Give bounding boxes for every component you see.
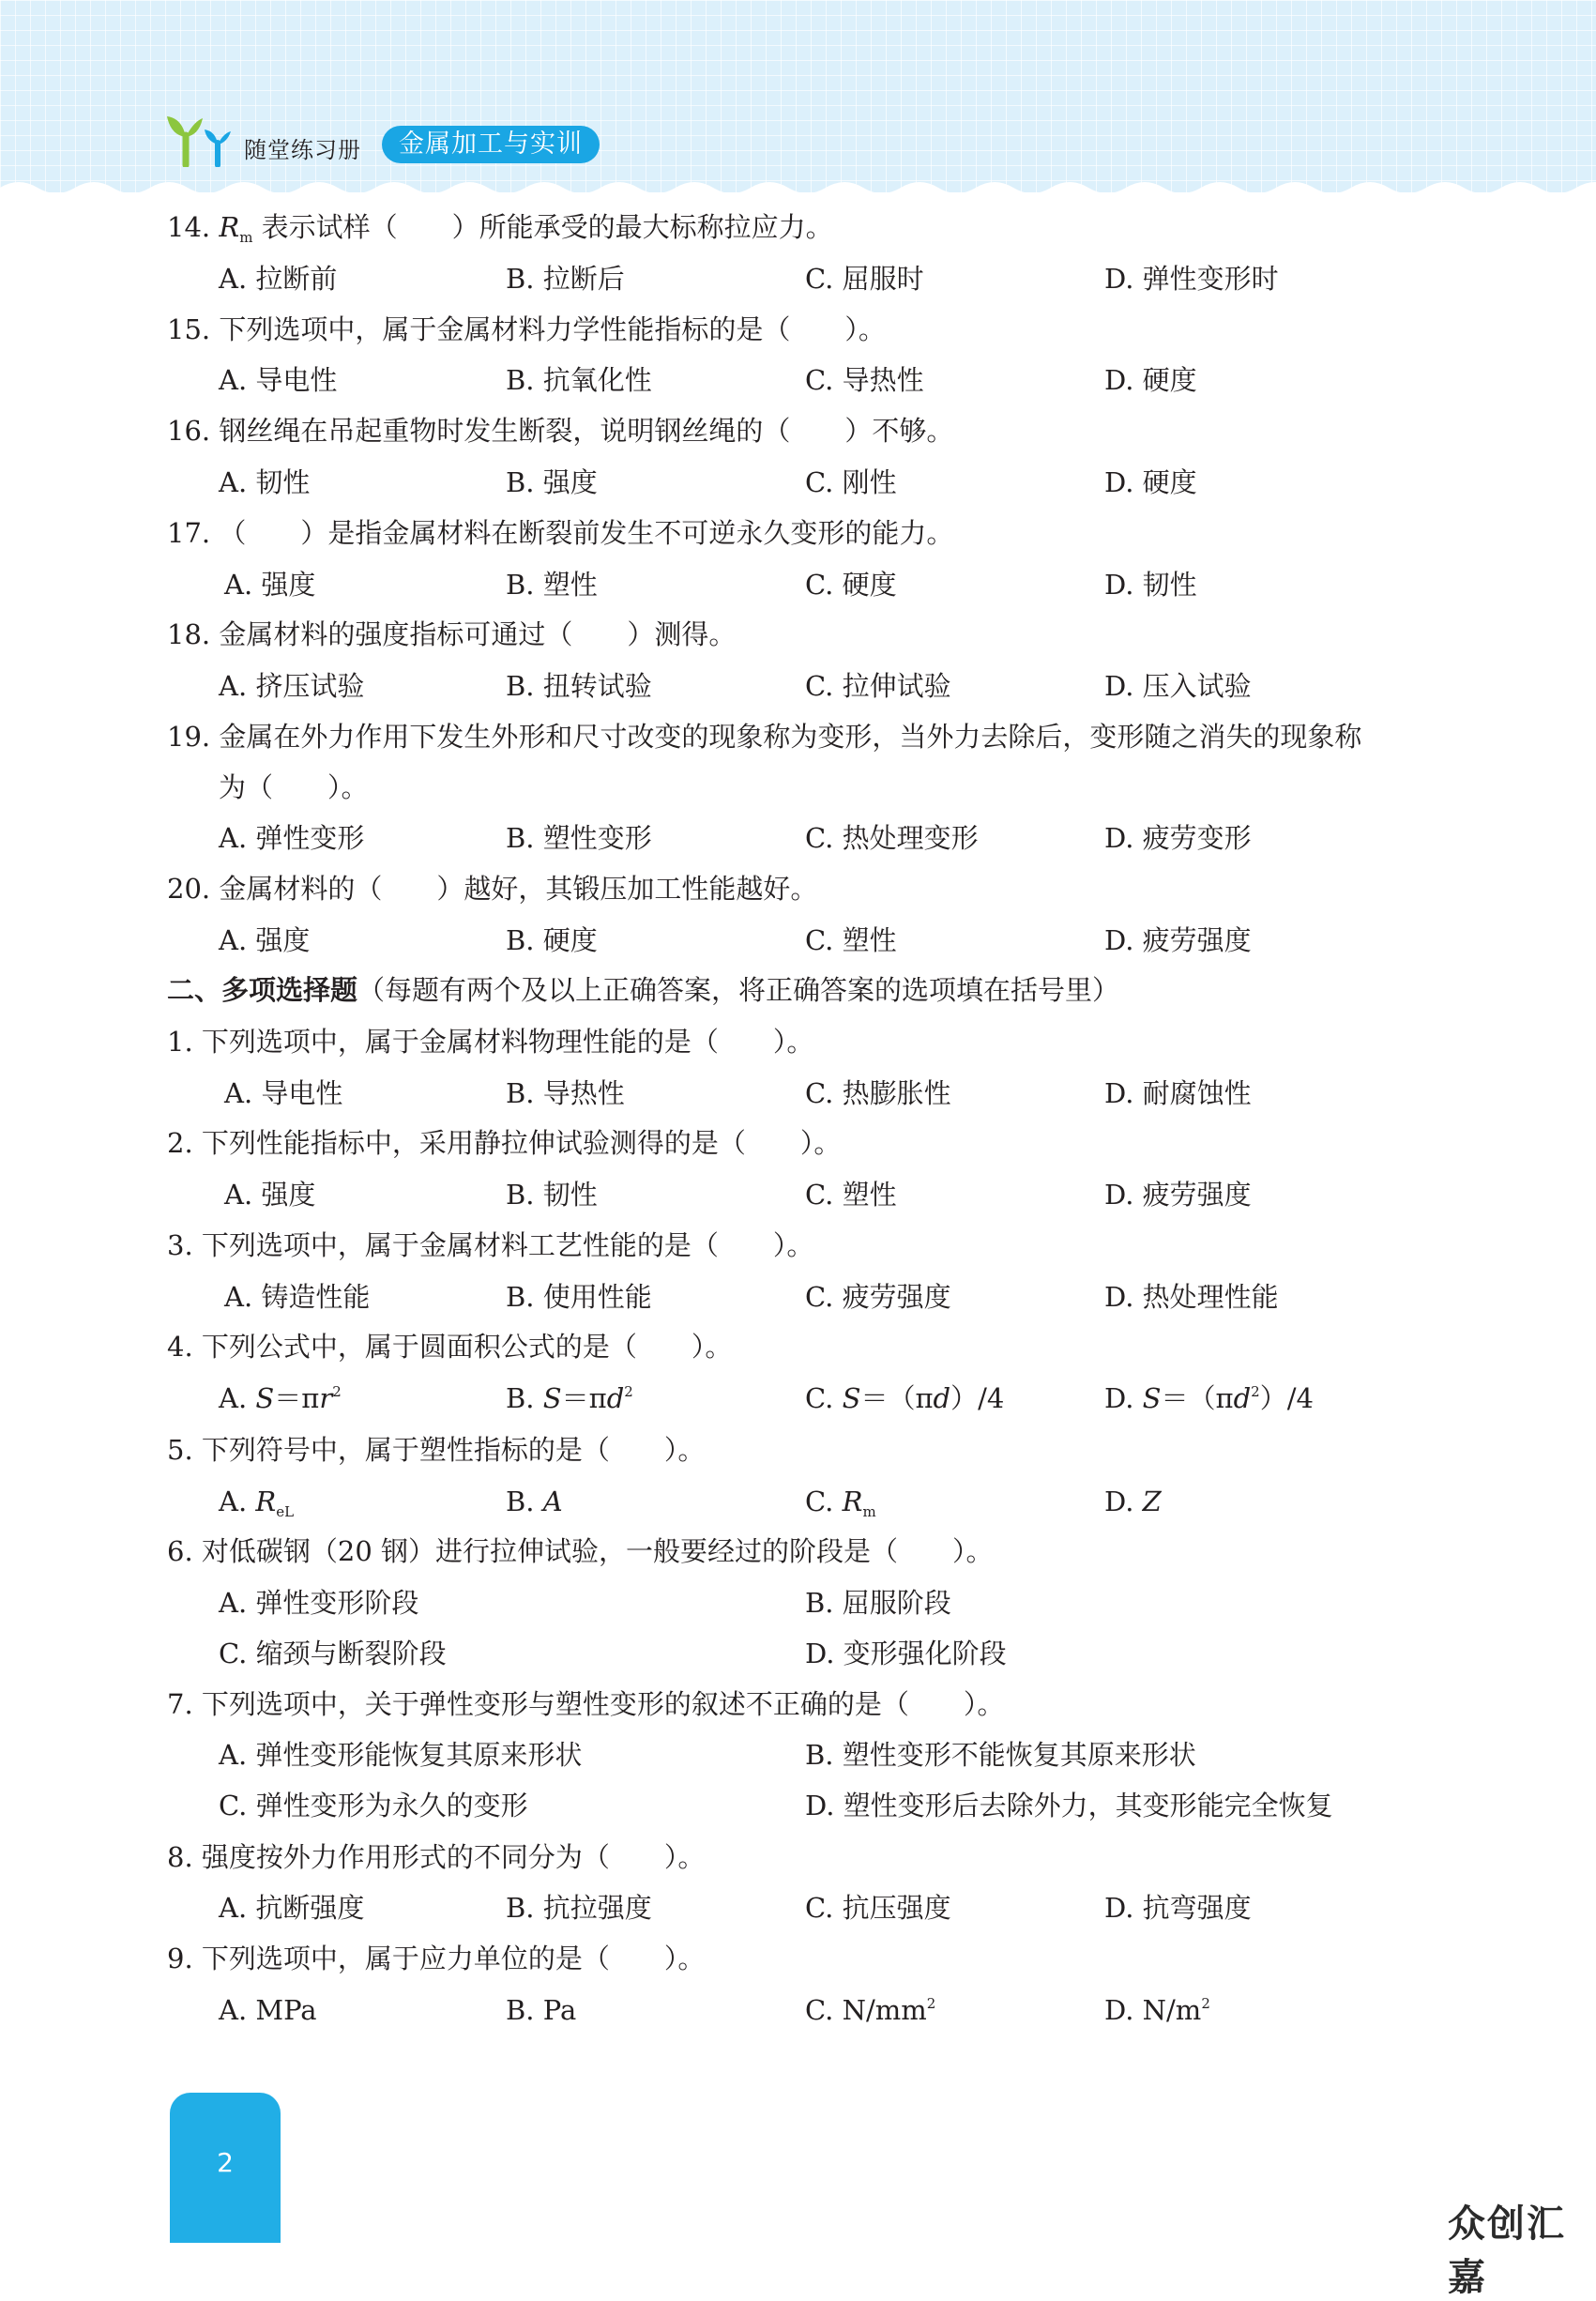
q15-option-d: D. 硬度 <box>1104 364 1197 396</box>
question-m5-stem: 5. 下列符号中，属于塑性指标的是（ ）。 <box>167 1434 706 1466</box>
m8-option-d: D. 抗弯强度 <box>1104 1892 1252 1924</box>
q19-option-c: C. 热处理变形 <box>805 822 979 854</box>
m3-option-a: A. 铸造性能 <box>224 1281 371 1313</box>
m8-option-a: A. 抗断强度 <box>219 1892 365 1924</box>
q14-option-b: B. 拉断后 <box>506 263 625 295</box>
m9-option-c: C. $N/mm^2$ <box>805 1994 936 2026</box>
question-18-stem: 18. 金属材料的强度指标可通过（ ）测得。 <box>167 618 737 650</box>
m3-option-b: B. 使用性能 <box>506 1281 652 1313</box>
m2-option-a: A. 强度 <box>224 1179 316 1211</box>
m5-option-c: C. $R_m$ <box>805 1486 876 1520</box>
m4-option-a: A. $S=\pi r^2$ <box>219 1382 342 1414</box>
m1-option-b: B. 导热性 <box>506 1077 625 1109</box>
question-m6-stem: 6. 对低碳钢（20 钢）进行拉伸试验，一般要经过的阶段是（ ）。 <box>167 1535 994 1567</box>
book-title: 随堂练习册 <box>244 137 361 163</box>
question-20-stem: 20. 金属材料的（ ）越好，其锻压加工性能越好。 <box>167 873 818 905</box>
q17-option-d: D. 韧性 <box>1104 569 1197 601</box>
m5-option-b: B. A <box>506 1486 563 1517</box>
q18-option-a: A. 挤压试验 <box>219 670 365 702</box>
m7-option-d: D. 塑性变形后去除外力，其变形能完全恢复 <box>805 1790 1333 1821</box>
q17-option-c: C. 硬度 <box>805 569 897 601</box>
question-15-stem: 15. 下列选项中，属于金属材料力学性能指标的是（ ）。 <box>167 313 886 345</box>
m4-option-b: B. $S=\pi d^2$ <box>506 1382 633 1414</box>
sprout-logo-icon <box>165 113 231 167</box>
page-header-band <box>0 0 1596 192</box>
q20-option-b: B. 硬度 <box>506 924 598 956</box>
m2-option-c: C. 塑性 <box>805 1179 897 1211</box>
q20-option-d: D. 疲劳强度 <box>1104 924 1252 956</box>
question-m9-stem: 9. 下列选项中，属于应力单位的是（ ）。 <box>167 1943 706 1974</box>
q19-option-b: B. 塑性变形 <box>506 822 652 854</box>
question-m4-stem: 4. 下列公式中，属于圆面积公式的是（ ）。 <box>167 1331 733 1363</box>
m8-option-b: B. 抗拉强度 <box>506 1892 652 1924</box>
m3-option-c: C. 疲劳强度 <box>805 1281 951 1313</box>
q15-option-a: A. 导电性 <box>219 364 338 396</box>
q19-option-d: D. 疲劳变形 <box>1104 822 1252 854</box>
m4-option-c: C. S＝（πd）/4 <box>805 1382 1005 1414</box>
q14-option-c: C. 屈服时 <box>805 263 924 295</box>
q14-option-a: A. 拉断前 <box>219 263 338 295</box>
q16-option-d: D. 硬度 <box>1104 466 1197 498</box>
question-14-stem: 14. $R_m$ 表示试样（ ）所能承受的最大标称拉应力。 <box>167 211 833 246</box>
m7-option-a: A. 弹性变形能恢复其原来形状 <box>219 1739 583 1771</box>
m3-option-d: D. 热处理性能 <box>1104 1281 1279 1313</box>
m1-option-c: C. 热膨胀性 <box>805 1077 951 1109</box>
m1-option-d: D. 耐腐蚀性 <box>1104 1077 1252 1109</box>
page-number: 2 <box>217 2147 234 2178</box>
m8-option-c: C. 抗压强度 <box>805 1892 951 1924</box>
question-m8-stem: 8. 强度按外力作用形式的不同分为（ ）。 <box>167 1841 706 1873</box>
q17-option-a: A. 强度 <box>224 569 316 601</box>
m5-option-a: A. $R_{eL}$ <box>219 1486 295 1520</box>
m7-option-b: B. 塑性变形不能恢复其原来形状 <box>805 1739 1196 1771</box>
m7-option-c: C. 弹性变形为永久的变形 <box>219 1790 528 1821</box>
q18-option-d: D. 压入试验 <box>1104 670 1252 702</box>
m9-option-d: D. $N/m^2$ <box>1104 1994 1210 2026</box>
m6-option-a: A. 弹性变形阶段 <box>219 1587 419 1619</box>
question-m1-stem: 1. 下列选项中，属于金属材料物理性能的是（ ）。 <box>167 1026 814 1058</box>
m4-option-d: D. $S=(\pi d^2)/4$ <box>1104 1382 1314 1414</box>
watermark: 众创汇嘉 <box>1448 2202 1566 2299</box>
section-heading-multiple-choice: 二、多项选择题（每题有两个及以上正确答案，将正确答案的选项填在括号里） <box>167 974 1120 1006</box>
q16-option-b: B. 强度 <box>506 466 598 498</box>
q15-option-c: C. 导热性 <box>805 364 924 396</box>
q16-option-c: C. 刚性 <box>805 466 897 498</box>
question-19-stem: 19. 金属在外力作用下发生外形和尺寸改变的现象称为变形，当外力去除后，变形随之消失的现象称 <box>167 721 1362 753</box>
q14-option-d: D. 弹性变形时 <box>1104 263 1279 295</box>
q18-option-b: B. 扭转试验 <box>506 670 652 702</box>
m5-option-d: D. Z <box>1104 1486 1162 1517</box>
subject-label: 金属加工与实训 <box>382 126 600 163</box>
m9-option-a: A. MPa <box>219 1994 317 2026</box>
page-number-tab <box>170 2093 281 2243</box>
q19-option-a: A. 弹性变形 <box>219 822 365 854</box>
question-m2-stem: 2. 下列性能指标中，采用静拉伸试验测得的是（ ）。 <box>167 1127 842 1159</box>
m2-option-d: D. 疲劳强度 <box>1104 1179 1252 1211</box>
question-19-stem-continued: 为（ ）。 <box>219 771 369 803</box>
m6-option-d: D. 变形强化阶段 <box>805 1638 1007 1669</box>
q20-option-a: A. 强度 <box>219 924 311 956</box>
m9-option-b: B. Pa <box>506 1994 577 2026</box>
question-m3-stem: 3. 下列选项中，属于金属材料工艺性能的是（ ）。 <box>167 1229 814 1261</box>
question-16-stem: 16. 钢丝绳在吊起重物时发生断裂，说明钢丝绳的（ ）不够。 <box>167 415 954 447</box>
m1-option-a: A. 导电性 <box>224 1077 343 1109</box>
q20-option-c: C. 塑性 <box>805 924 897 956</box>
m6-option-b: B. 屈服阶段 <box>805 1587 951 1619</box>
q18-option-c: C. 拉伸试验 <box>805 670 951 702</box>
q17-option-b: B. 塑性 <box>506 569 598 601</box>
m6-option-c: C. 缩颈与断裂阶段 <box>219 1638 447 1669</box>
q16-option-a: A. 韧性 <box>219 466 311 498</box>
question-17-stem: 17. （ ）是指金属材料在断裂前发生不可逆永久变形的能力。 <box>167 517 954 549</box>
question-m7-stem: 7. 下列选项中，关于弹性变形与塑性变形的叙述不正确的是（ ）。 <box>167 1688 1005 1720</box>
header-wave-edge <box>0 176 1596 199</box>
m2-option-b: B. 韧性 <box>506 1179 598 1211</box>
q15-option-b: B. 抗氧化性 <box>506 364 652 396</box>
